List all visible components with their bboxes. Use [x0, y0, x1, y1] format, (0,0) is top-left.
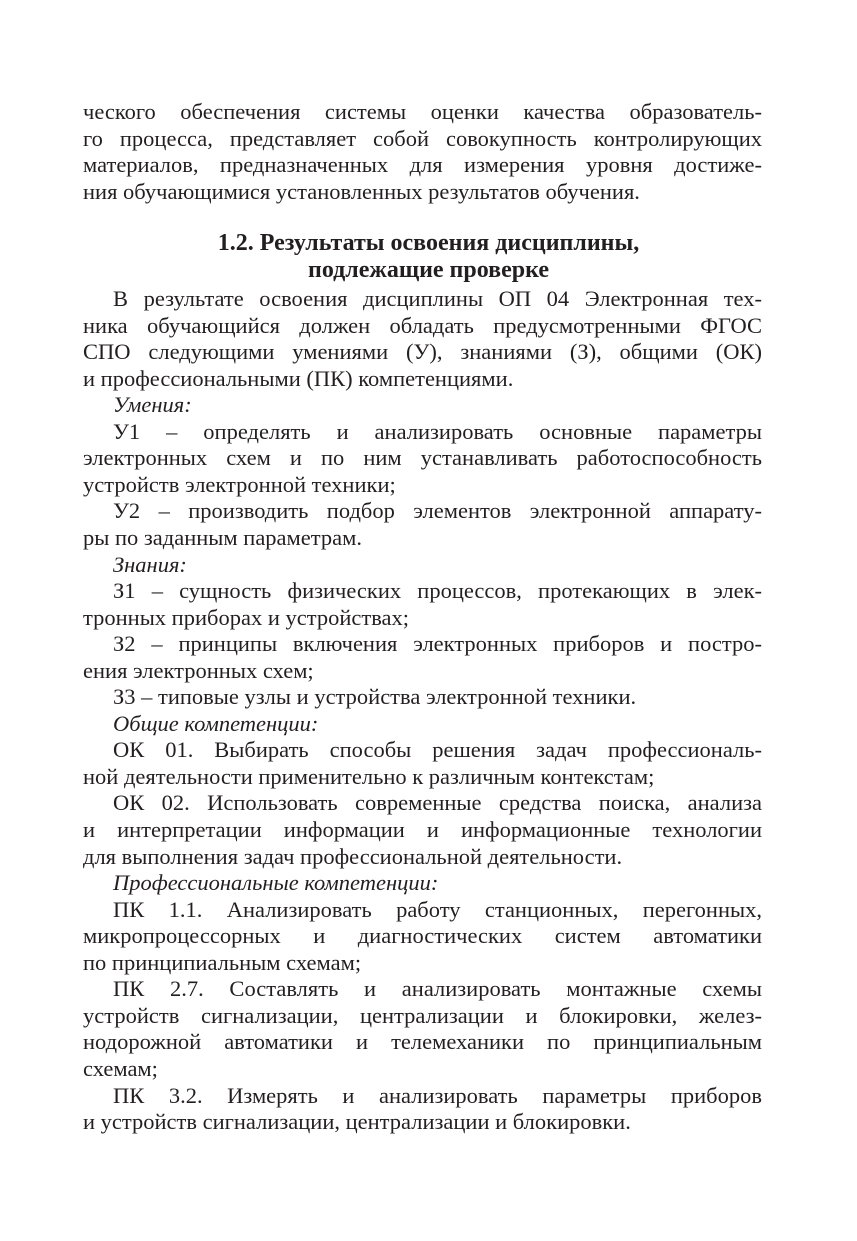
section-label: Профессиональные компетенции: — [113, 870, 439, 896]
paragraph-line: В результате освоения дисциплины ОП 04 Электронная тех- — [113, 286, 762, 311]
paragraph-line: ОК 02. Использовать современные средства поиска, анализа — [113, 790, 762, 816]
paragraph-line: З2 – принципы включения электронных приборов и постро- — [113, 631, 762, 657]
paragraph-line: У1 – определять и анализировать основные параметры — [113, 418, 762, 444]
paragraph-line: ПК 2.7. Составлять и анализировать монтажные схемы — [113, 976, 762, 1002]
paragraph-line: ческого обеспечения системы оценки качества образователь- — [83, 99, 762, 124]
paragraph-line: ения электронных схем; — [83, 657, 314, 683]
section-label: Знания: — [113, 551, 187, 577]
paragraph-line: З1 – сущность физических процессов, протекающих в элек- — [113, 578, 762, 604]
paragraph-line: У2 – производить подбор элементов электронной аппарату- — [113, 498, 762, 524]
paragraph-line: З3 – типовые узлы и устройства электронной техники. — [113, 684, 637, 710]
paragraph-line: ной деятельности применительно к различным контекстам; — [83, 763, 655, 789]
section-label: Умения: — [113, 392, 192, 418]
paragraph-line: ОК 01. Выбирать способы решения задач профессиональ- — [113, 737, 762, 763]
paragraph-line: устройств электронной техники; — [83, 471, 396, 497]
paragraph-line: устройств сигнализации, централизации и блокировки, желез- — [83, 1002, 762, 1028]
paragraph-line: ПК 1.1. Анализировать работу станционных, перегонных, — [113, 896, 762, 922]
paragraph-line: для выполнения задач профессиональной деятельности. — [83, 843, 623, 869]
paragraph-line: го процесса, представляет собой совокупность контролирующих — [83, 125, 762, 151]
section-heading: 1.2. Результаты освоения дисциплины, — [217, 230, 640, 256]
paragraph-line: СПО следующими умениями (У), знаниями (З), общими (ОК) — [83, 339, 762, 365]
paragraph-line: электронных схем и по ним устанавливать работоспособность — [83, 445, 762, 471]
section-heading: подлежащие проверке — [308, 257, 549, 283]
paragraph-line: и профессиональными (ПК) компетенциями. — [83, 365, 514, 391]
paragraph-line: и устройств сигнализации, централизации и блокировки. — [83, 1109, 631, 1135]
paragraph-line: схемам; — [83, 1055, 158, 1081]
paragraph-line: тронных приборах и устройствах; — [83, 604, 410, 630]
paragraph-line: и интерпретации информации и информационные технологии — [83, 817, 762, 842]
paragraph-line: нодорожной автоматики и телемеханики по принципиальным — [83, 1029, 762, 1055]
paragraph-line: ния обучающимися установленных результатов обучения. — [83, 178, 640, 204]
paragraph-line: по принципиальным схемам; — [83, 949, 362, 975]
paragraph-line: материалов, предназначенных для измерения уровня достиже- — [83, 152, 762, 178]
paragraph-line: ника обучающийся должен обладать предусмотренными ФГОС — [83, 312, 762, 338]
paragraph-line: ры по заданным параметрам. — [83, 524, 362, 550]
paragraph-line: ПК 3.2. Измерять и анализировать параметры приборов — [113, 1082, 762, 1108]
section-label: Общие компетенции: — [113, 710, 319, 736]
paragraph-line: микропроцессорных и диагностических систем автоматики — [83, 923, 762, 949]
